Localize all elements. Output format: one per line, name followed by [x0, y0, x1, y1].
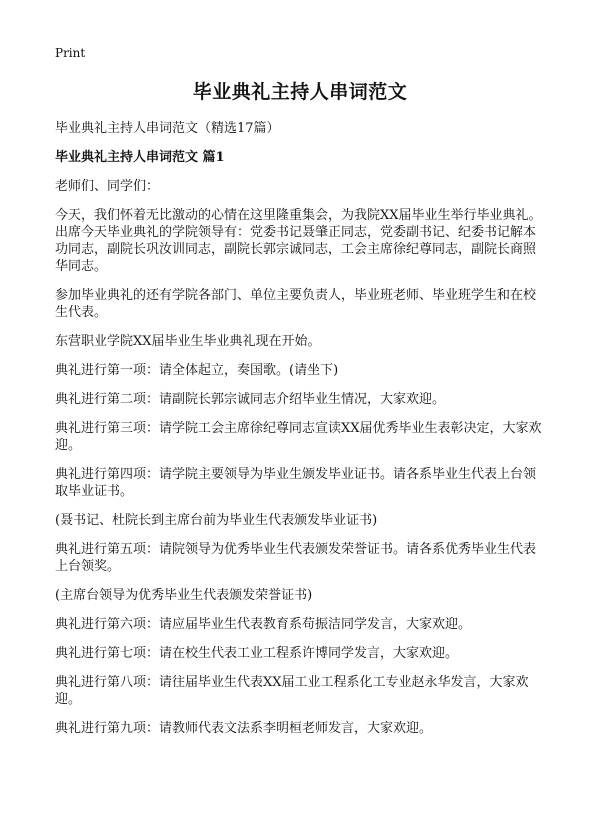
paragraph-greeting: 老师们、同学们： — [55, 179, 160, 194]
paragraph-item-4: 典礼进行第四项：请学院主要领导为毕业生颁发毕业证书。请各系毕业生代表上台领取毕业证书。 — [55, 467, 537, 499]
section-heading: 毕业典礼主持人串词范文 篇1 — [55, 150, 225, 165]
paragraph-item-5: 典礼进行第五项：请院领导为优秀毕业生代表颁发荣誉证书。请各系优秀毕业生代表上台领奖。 — [55, 542, 537, 574]
paragraph-opening: 今天，我们怀着无比激动的心情在这里隆重集会，为我院XX届毕业生举行毕业典礼。出席今天毕业典礼的学院领导有：党委书记聂肇正同志，党委副书记、纪委书记解本功同志，副院长巩汝训同志，副院长郭宗诚同志，工会主席徐纪尊同志，副院长商照华同志。 — [55, 208, 542, 274]
paragraph-item-3: 典礼进行第三项：请学院工会主席徐纪尊同志宣读XX届优秀毕业生表彰决定，大家欢迎。 — [55, 421, 542, 453]
document-body — [55, 120, 548, 749]
paragraph-item-9: 典礼进行第九项：请教师代表文法系李明桓老师发言，大家欢迎。 — [55, 721, 433, 736]
paragraph-attendees: 参加毕业典礼的还有学院各部门、单位主要负责人，毕业班老师、毕业班学生和在校生代表。 — [55, 288, 537, 320]
print-link[interactable]: Print — [55, 46, 86, 60]
paragraph-item-6: 典礼进行第六项：请应届毕业生代表教育系苟振洁同学发言，大家欢迎。 — [55, 617, 472, 632]
paragraph-item-2: 典礼进行第二项：请副院长郭宗诚同志介绍毕业生情况，大家欢迎。 — [55, 392, 446, 407]
document-title: 毕业典礼主持人串词范文 — [192, 81, 408, 103]
paragraph-item-8: 典礼进行第八项：请往届毕业生代表XX届工业工程系化工专业赵永华发言，大家欢迎。 — [55, 675, 529, 707]
paragraph-item-7: 典礼进行第七项：请在校生代表工业工程系许博同学发言，大家欢迎。 — [55, 646, 459, 661]
paragraph-subtitle: 毕业典礼主持人串词范文（精选17篇） — [55, 121, 280, 136]
paragraph-note-2: (主席台领导为优秀毕业生代表颁发荣誉证书) — [55, 588, 313, 603]
paragraph-start: 东营职业学院XX届毕业生毕业典礼现在开始。 — [55, 334, 321, 349]
paragraph-item-1: 典礼进行第一项：请全体起立，奏国歌。(请坐下) — [55, 363, 339, 378]
paragraph-note-1: (聂书记、杜院长到主席台前为毕业生代表颁发毕业证书) — [55, 513, 378, 528]
